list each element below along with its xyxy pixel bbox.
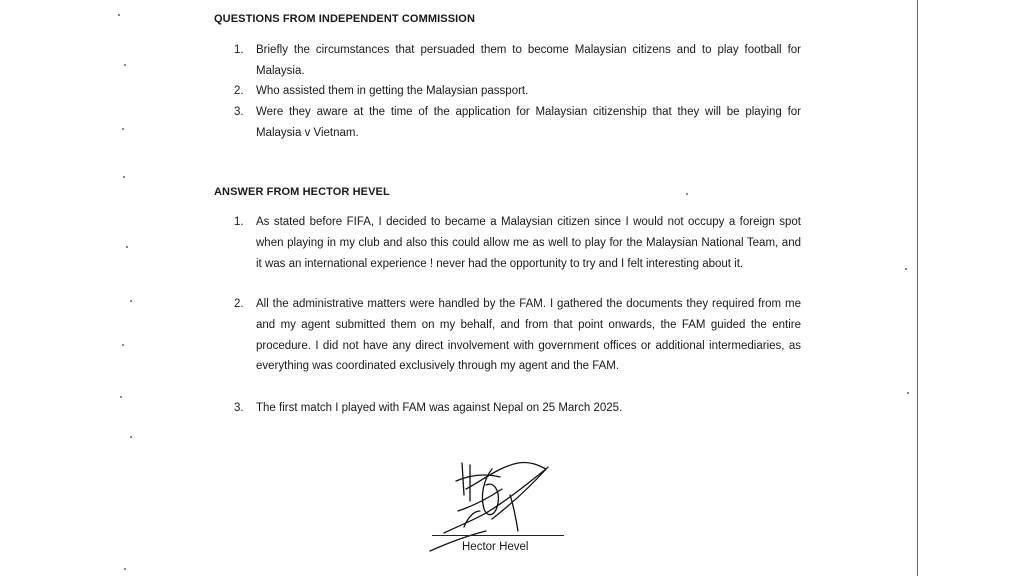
scan-speck: [905, 268, 907, 270]
scan-speck: [122, 128, 124, 130]
answers-heading: ANSWER FROM HECTOR HEVEL: [214, 186, 390, 198]
scan-speck: [118, 14, 120, 16]
question-number: 3.: [234, 106, 244, 118]
signatory-name: Hector Hevel: [462, 541, 529, 553]
scan-speck: [123, 176, 125, 178]
scan-speck: [124, 64, 126, 66]
scan-speck: [124, 568, 126, 570]
question-number: 1.: [234, 44, 244, 56]
scan-speck: [126, 246, 128, 248]
question-text: Were they aware at the time of the application for Malaysian citizenship that they will be playing for Malaysia v Vietnam.: [256, 106, 801, 139]
page-edge-line: [917, 0, 918, 576]
scan-speck: [122, 344, 124, 346]
answer-text: All the administrative matters were handled by the FAM. I gathered the documents they required from me and my agent submitted them on my behalf, and from that point onwards, the FAM guided the entire procedure. I did not have any direct involvement with government offices or additional intermediaries, as everything was coordinated exclusively through my agent and the FAM.: [256, 298, 801, 373]
question-text: Who assisted them in getting the Malaysian passport.: [256, 85, 529, 97]
scan-speck: [120, 396, 122, 398]
handwritten-signature: [426, 455, 566, 555]
scan-speck: [686, 193, 688, 195]
answer-number: 3.: [234, 402, 244, 414]
question-text: Briefly the circumstances that persuaded them to become Malaysian citizens and to play football for Malaysia.: [256, 44, 801, 77]
answer-number: 2.: [234, 298, 244, 310]
scan-speck: [130, 436, 132, 438]
answer-number: 1.: [234, 216, 244, 228]
answer-text: The first match I played with FAM was against Nepal on 25 March 2025.: [256, 402, 623, 414]
signature-line: [432, 535, 564, 536]
answer-text: As stated before FIFA, I decided to became a Malaysian citizen since I would not occupy a foreign spot when playing in my club and also this could allow me as well to play for the Malaysian National Team, and it was an international experience ! never had the opportunity to try and I felt interesting about it.: [256, 216, 801, 270]
question-number: 2.: [234, 85, 244, 97]
scan-speck: [130, 300, 132, 302]
questions-heading: QUESTIONS FROM INDEPENDENT COMMISSION: [214, 13, 475, 25]
scan-speck: [907, 392, 909, 394]
